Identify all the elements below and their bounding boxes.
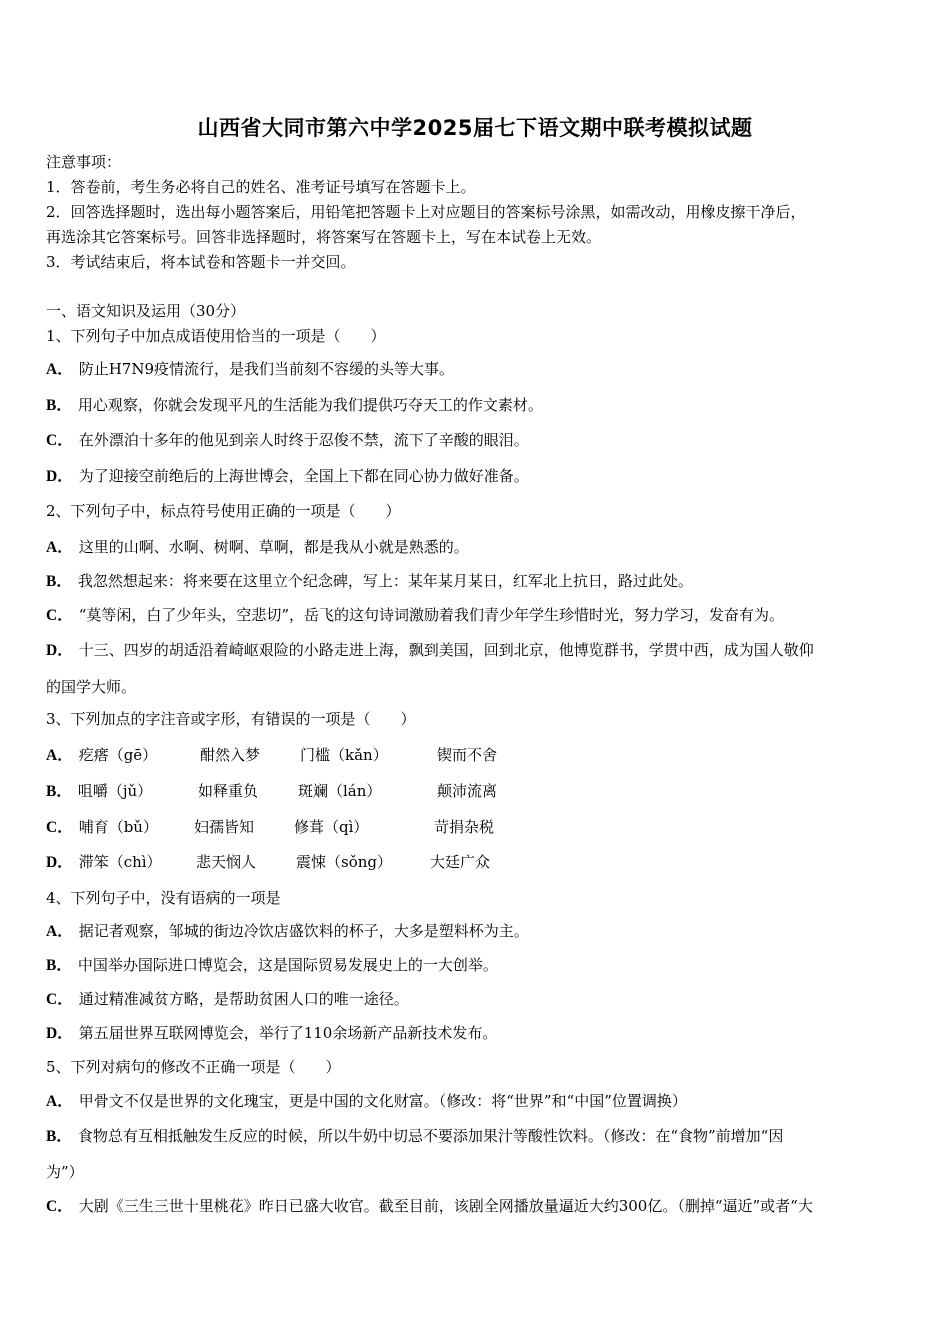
option-word-1: 滞笨（chì） [78, 853, 162, 871]
option-label: A． [46, 923, 73, 940]
option-label: C． [46, 432, 73, 449]
page-title: 山西省大同市第六中学2025届七下语文期中联考模拟试题 [197, 116, 753, 140]
question-1-option-b [46, 395, 914, 416]
option-label: A． [46, 747, 73, 764]
option-text: 通过精准减贫方略，是帮助贫困人口的唯一途径。 [78, 990, 409, 1008]
option-label: B． [46, 783, 72, 800]
question-2-stem: 2、下列句子中，标点符号使用正确的一项是（ ） [46, 502, 401, 520]
option-word-3: 斑斓（lán） [298, 782, 382, 800]
option-word-3: 震悚（sǒng） [296, 853, 392, 871]
question-2-option-c [46, 605, 914, 626]
question-2-option-b [46, 571, 914, 592]
option-word-3: 门槛（kǎn） [300, 746, 388, 764]
question-1-option-d [46, 466, 914, 487]
option-word-1: 疙瘩（gē） [78, 746, 158, 764]
option-text: 甲骨文不仅是世界的文化瑰宝，更是中国的文化财富。（修改：将“世界”和“中国”位置调换） [78, 1092, 687, 1110]
question-4-option-d [46, 1023, 914, 1044]
option-word-4: 锲而不舍 [437, 746, 498, 764]
question-4-option-b [46, 955, 914, 976]
option-text: 为了迎接空前绝后的上海世博会，全国上下都在同心协力做好准备。 [78, 467, 529, 485]
option-text: “莫等闲，白了少年头，空悲切”，岳飞的这句诗词激励着我们青少年学生珍惜时光，努力学习，发奋有为。 [78, 606, 785, 624]
option-word-1: 哺育（bǔ） [78, 818, 158, 836]
option-label: C． [46, 607, 73, 624]
option-label: B． [46, 1128, 72, 1145]
question-1-stem: 1、下列句子中加点成语使用恰当的一项是（ ） [46, 327, 386, 345]
option-label: D． [46, 854, 73, 871]
question-2-option-a [46, 537, 914, 558]
question-5-stem: 5、下列对病句的修改不正确一项是（ ） [46, 1058, 341, 1076]
option-label: D． [46, 1025, 73, 1042]
option-word-4: 苛捐杂税 [434, 818, 495, 836]
notice-item-2: 2．回答选择题时，选出每小题答案后，用铅笔把答题卡上对应题目的答案标号涂黑，如需改动，用橡皮擦干净后， [46, 203, 806, 221]
question-1-option-c [46, 430, 914, 451]
question-3-option-b [46, 781, 152, 802]
option-text: 中国举办国际进口博览会，这是国际贸易发展史上的一大创举。 [77, 956, 498, 974]
notice-item-3: 3．考试结束后，将本试卷和答题卡一并交回。 [46, 253, 356, 271]
option-label: B． [46, 397, 72, 414]
question-3-option-d [46, 852, 162, 873]
option-text: 这里的山啊、水啊、树啊、草啊，都是我从小就是熟悉的。 [78, 538, 469, 556]
option-text: 用心观察，你就会发现平凡的生活能为我们提供巧夺天工的作文素材。 [77, 396, 543, 414]
question-1-option-a [46, 359, 914, 380]
option-label: A． [46, 1093, 73, 1110]
question-4-option-a [46, 921, 914, 942]
option-word-3: 修葺（qì） [294, 818, 369, 836]
option-label: C． [46, 819, 73, 836]
section-heading: 一、语文知识及运用（30分） [46, 302, 246, 320]
question-3-option-c [46, 817, 158, 838]
question-4-stem: 4、下列句子中，没有语病的一项是 [46, 889, 281, 907]
option-label: D． [46, 468, 73, 485]
option-label: D． [46, 642, 73, 659]
option-text: 在外漂泊十多年的他见到亲人时终于忍俊不禁，流下了辛酸的眼泪。 [78, 431, 529, 449]
option-word-2: 如释重负 [198, 782, 259, 800]
question-5-option-a [46, 1091, 914, 1112]
option-label: B． [46, 957, 72, 974]
option-word-2: 酣然入梦 [200, 746, 261, 764]
option-label: C． [46, 1198, 73, 1215]
option-label: A． [46, 361, 73, 378]
option-text: 防止H7N9疫情流行，是我们当前刻不容缓的头等大事。 [78, 360, 454, 378]
question-3-option-a [46, 745, 157, 766]
question-5-option-b-cont: 为”） [46, 1163, 84, 1181]
option-word-1: 咀嚼（jǔ） [77, 782, 153, 800]
option-word-2: 妇孺皆知 [194, 818, 255, 836]
question-2-option-d-cont: 的国学大师。 [46, 678, 137, 696]
notice-item-1: 1．答卷前，考生务必将自己的姓名、准考证号填写在答题卡上。 [46, 178, 476, 196]
question-2-option-d [46, 640, 914, 661]
notice-heading: 注意事项： [46, 153, 122, 171]
notice-item-2-cont: 再选涂其它答案标号。回答非选择题时，将答案写在答题卡上，写在本试卷上无效。 [46, 228, 602, 246]
option-text: 我忽然想起来：将来要在这里立个纪念碑，写上：某年某月某日，红军北上抗日，路过此处。 [77, 572, 693, 590]
option-word-4: 大廷广众 [430, 853, 491, 871]
option-label: A． [46, 539, 73, 556]
question-5-option-b [46, 1126, 914, 1147]
question-4-option-c [46, 989, 914, 1010]
option-label: B． [46, 573, 72, 590]
option-word-2: 悲天悯人 [196, 853, 257, 871]
option-label: C． [46, 991, 73, 1008]
option-text: 第五届世界互联网博览会，举行了110余场新产品新技术发布。 [78, 1024, 498, 1042]
question-5-option-c [46, 1196, 914, 1217]
option-word-4: 颠沛流离 [437, 782, 498, 800]
option-text: 据记者观察，邹城的街边冷饮店盛饮料的杯子，大多是塑料杯为主。 [78, 922, 529, 940]
question-3-stem: 3、下列加点的字注音或字形，有错误的一项是（ ） [46, 710, 416, 728]
option-text: 食物总有互相抵触发生反应的时候，所以牛奶中切忌不要添加果汁等酸性饮料。（修改：在“食物”前增加“因 [77, 1127, 784, 1145]
option-text: 十三、四岁的胡适沿着崎岖艰险的小路走进上海，飘到美国，回到北京，他博览群书，学贯中西，成为国人敬仰 [78, 641, 814, 659]
option-text: 大剧《三生三世十里桃花》昨日已盛大收官。截至目前，该剧全网播放量逼近大约300亿。（删掉“逼近”或者“大 [78, 1197, 813, 1215]
